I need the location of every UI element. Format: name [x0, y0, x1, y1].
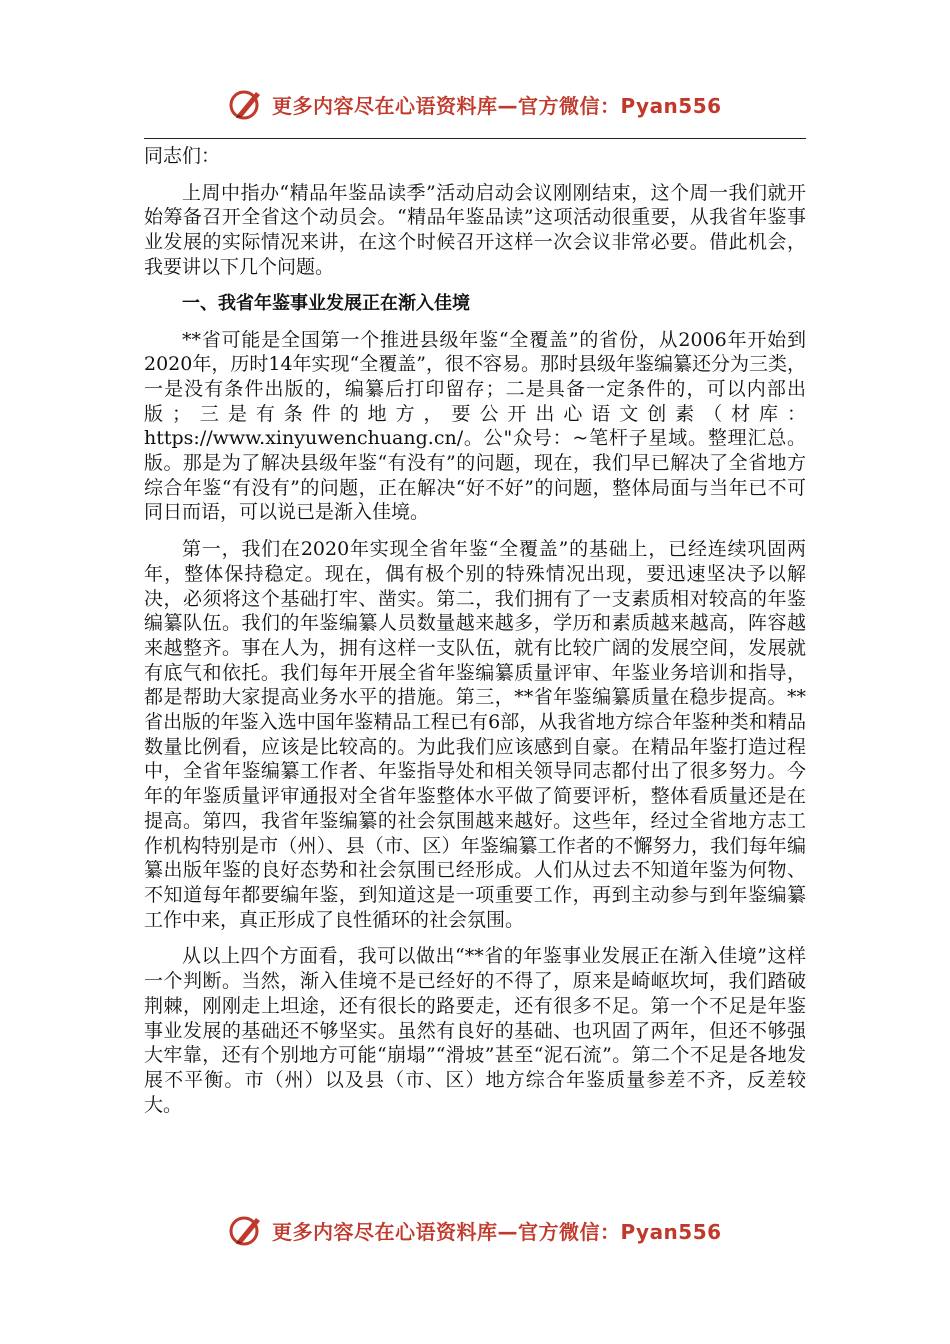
banner-text: 更多内容尽在心语资料库—官方微信：Pyan556: [272, 93, 722, 118]
header-banner: [0, 78, 950, 128]
footer-banner: [0, 1204, 950, 1254]
salutation: 同志们：: [144, 145, 221, 167]
section-heading: 一、我省年鉴事业发展正在渐入佳境: [182, 292, 470, 314]
paragraph-3: 从以上四个方面看，我可以做出“**省的年鉴事业发展正在渐入佳境”这样一个判断。当然，渐入佳境不是已经好的不得了，原来是崎岖坎坷，我们踏破荆棘，刚刚走上坦途，还有很长的路要走，还有很多不足。第一个不足是年鉴事业发展的基础还不够坚实。虽然有良好的基础、也巩固了两年，但还不够强大牢靠，还有个别地方可能“崩塌”“滑坡”甚至“泥石流”。第二个不足是各地发展不平衡。市（州）以及县（市、区）地方综合年鉴质量参差不齐，反差较大。: [144, 945, 806, 1116]
paragraph-2: 第一，我们在2020年实现全省年鉴“全覆盖”的基础上，已经连续巩固两年，整体保持稳定。现在，偶有极个别的特殊情况出现，要迅速坚决予以解决，必须将这个基础打牢、凿实。第二，我们拥有了一支素质相对较高的年鉴编纂队伍。我们的年鉴编纂人员数量越来越多，学历和素质越来越高，阵容越来越整齐。事在人为，拥有这样一支队伍，就有比较广阔的发展空间，发展就有底气和依托。我们每年开展全省年鉴编纂质量评审、年鉴业务培训和指导，都是帮助大家提高业务水平的措施。第三，**省年鉴编纂质量在稳步提高。**省出版的年鉴入选中国年鉴精品工程已有6部，从我省地方综合年鉴种类和精品数量比例看，应该是比较高的。为此我们应该感到自豪。在精品年鉴打造过程中，全省年鉴编纂工作者、年鉴指导处和相关领导同志都付出了很多努力。今年的年鉴质量评审通报对全省年鉴整体水平做了简要评析，整体看质量还是在提高。第四，我省年鉴编纂的社会氛围越来越好。这些年，经过全省地方志工作机构特别是市（州）、县（市、区）年鉴编纂工作者的不懈努力，我们每年编纂出版年鉴的良好态势和社会氛围已经形成。人们从过去不知道年鉴为何物、不知道每年都要编年鉴，到知道这是一项重要工作，再到主动参与到年鉴编纂工作中来，真正形成了良性循环的社会氛围。: [144, 538, 806, 931]
pen-logo-icon: [226, 1210, 266, 1250]
banner-text: 更多内容尽在心语资料库—官方微信：Pyan556: [272, 1219, 722, 1244]
document-body: [144, 144, 806, 1117]
header-rule: [144, 138, 806, 139]
intro-paragraph: 上周中指办“精品年鉴品读季”活动启动会议刚刚结束，这个周一我们就开始筹备召开全省这个动员会。“精品年鉴品读”这项活动很重要，从我省年鉴事业发展的实际情况来讲，在这个时候召开这样一次会议非常必要。借此机会，我要讲以下几个问题。: [144, 181, 806, 278]
paragraph-1: **省可能是全国第一个推进县级年鉴“全覆盖”的省份，从2006年开始到2020年，历时14年实现“全覆盖”，很不容易。那时县级年鉴编纂还分为三类，一是没有条件出版的，编纂后打印留存；二是具备一定条件的，可以内部出版；三是有条件的地方，要公开出心语文创素（材库：https://www.xinyuwenchuang.cn/。公"众号：~笔杆子星域。整理汇总。版。那是为了解决县级年鉴“有没有”的问题，现在，我们早已解决了全省地方综合年鉴“有没有”的问题，正在解决“好不好”的问题，整体局面与当年已不可同日而语，可以说已是渐入佳境。: [144, 328, 806, 524]
pen-logo-icon: [226, 84, 266, 124]
